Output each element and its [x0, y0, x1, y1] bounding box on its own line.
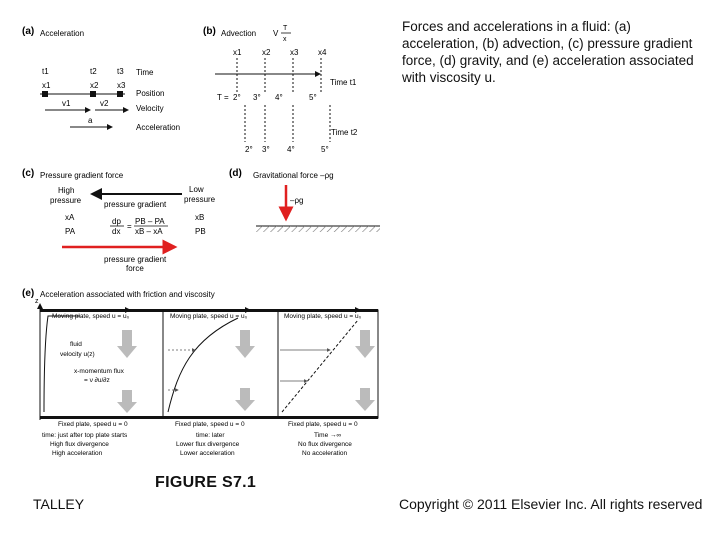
a-x1: x1	[42, 81, 51, 90]
a-v2: v2	[100, 99, 109, 108]
panel-b	[203, 25, 358, 154]
e-desc3-2: No acceleration	[302, 450, 348, 457]
b-temp2-1: 3°	[262, 145, 270, 154]
e-desc2-0: time: later	[196, 432, 225, 439]
c-pB: PB	[195, 227, 206, 236]
b-frac-top: T	[283, 25, 288, 32]
a-time-label: Time	[136, 68, 154, 77]
e-fluid2: velocity u(z)	[60, 351, 95, 358]
e-desc3-0: Time →∞	[314, 432, 342, 439]
panel-a-tag: (a)	[22, 26, 35, 37]
b-t-eq: T =	[217, 93, 229, 102]
e-desc1-2: High acceleration	[52, 450, 103, 457]
b-frac-bot: x	[283, 36, 287, 43]
b-x3: x3	[290, 48, 299, 57]
a-marker-1	[42, 91, 48, 97]
figure-label: FIGURE S7.1	[155, 474, 257, 491]
a-t2: t2	[90, 67, 97, 76]
a-t1: t1	[42, 67, 49, 76]
e-flux2: = ν ∂u/∂z	[84, 377, 110, 384]
a-x3: x3	[117, 81, 126, 90]
panel-a-title: Acceleration	[40, 29, 85, 38]
c-eq-rhs-top: PB – PA	[135, 217, 165, 226]
c-low2: pressure	[184, 195, 216, 204]
c-pA: PA	[65, 227, 76, 236]
panel-c-title: Pressure gradient force	[40, 171, 124, 180]
e-desc2-2: Lower acceleration	[180, 450, 235, 457]
b-x4: x4	[318, 48, 327, 57]
b-temp2-2: 4°	[287, 145, 295, 154]
e-flux-arrow-2a	[235, 346, 255, 358]
e-flux-arrow-2b	[235, 400, 255, 411]
panel-c	[22, 168, 216, 273]
a-marker-2	[90, 91, 96, 97]
c-high2: pressure	[50, 196, 82, 205]
a-acceleration-label: Acceleration	[136, 123, 181, 132]
c-pgf1: pressure gradient	[104, 255, 167, 264]
panel-d-tag: (d)	[229, 168, 242, 179]
c-low1: Low	[189, 185, 204, 194]
panel-c-tag: (c)	[22, 168, 35, 179]
figure-caption: Forces and accelerations in a fluid: (a) acceleration, (b) advection, (c) pressure gradient force, (d) gravity, and (e) acceleration associated with viscosity u.	[402, 19, 694, 85]
e-flux-arrow-1b	[117, 402, 137, 413]
e-profile-3	[282, 320, 358, 412]
panel-e-title: Acceleration associated with friction and viscosity	[40, 290, 215, 299]
d-ground	[256, 226, 380, 232]
e-moving2: Moving plate, speed u = u₀	[170, 313, 248, 320]
e-desc1-1: High flux divergence	[50, 441, 109, 448]
e-box-2	[163, 310, 278, 418]
e-desc1-0: time: just after top plate starts	[42, 432, 128, 439]
a-v1: v1	[62, 99, 71, 108]
b-temp1-1: 3°	[253, 93, 261, 102]
b-temp1-0: 2°	[233, 93, 241, 102]
c-pg-label: pressure gradient	[104, 200, 167, 209]
c-xB: xB	[195, 213, 205, 222]
a-velocity-label: Velocity	[136, 104, 164, 113]
e-flux-arrow-1a	[117, 346, 137, 358]
e-desc2-1: Lower flux divergence	[176, 441, 240, 448]
c-pgf2: force	[126, 264, 144, 273]
panel-b-tag: (b)	[203, 26, 216, 37]
author-label: TALLEY	[33, 496, 85, 512]
panel-e	[22, 288, 378, 457]
panel-a	[22, 26, 180, 132]
a-t3: t3	[117, 67, 124, 76]
e-flux-arrow-3a	[355, 346, 375, 358]
e-z: z	[35, 298, 39, 305]
b-time1: Time t1	[330, 78, 357, 87]
e-fixed2: Fixed plate, speed u = 0	[175, 421, 245, 428]
b-temp1-2: 4°	[275, 93, 283, 102]
panel-e-tag: (e)	[22, 288, 35, 299]
b-temp2-3: 5°	[321, 145, 329, 154]
e-fluid1: fluid	[70, 341, 82, 348]
b-v: V	[273, 29, 279, 38]
b-x2: x2	[262, 48, 271, 57]
b-time2: Time t2	[331, 128, 358, 137]
e-box-1	[40, 310, 163, 418]
b-temp1-3: 5°	[309, 93, 317, 102]
a-a: a	[88, 116, 93, 125]
svg-text:=: =	[127, 222, 132, 231]
b-x1: x1	[233, 48, 242, 57]
e-fixed3: Fixed plate, speed u = 0	[288, 421, 358, 428]
c-eq-rhs-bot: xB – xA	[135, 227, 163, 236]
c-eq-lhs-top: dp	[112, 217, 121, 226]
a-x2: x2	[90, 81, 99, 90]
e-desc3-1: No flux divergence	[298, 441, 352, 448]
e-fixed1: Fixed plate, speed u = 0	[58, 421, 128, 428]
c-xA: xA	[65, 213, 75, 222]
a-marker-3	[117, 91, 123, 97]
e-profile-1	[44, 316, 80, 412]
e-flux-arrow-3b	[355, 400, 375, 411]
c-eq-lhs-bot: dx	[112, 227, 121, 236]
panel-d-title: Gravitational force –ρg	[253, 171, 334, 180]
copyright-notice: Copyright © 2011 Elsevier Inc. All rights reserved	[399, 496, 703, 512]
e-moving3: Moving plate, speed u = u₀	[284, 313, 362, 320]
panel-d	[229, 168, 380, 232]
a-position-label: Position	[136, 89, 165, 98]
panel-b-title: Advection	[221, 29, 257, 38]
e-flux1: x-momentum flux	[74, 368, 124, 375]
d-force: –ρg	[290, 196, 304, 205]
forces-diagram	[0, 0, 395, 470]
c-high1: High	[58, 186, 75, 195]
e-moving1: Moving plate, speed u = u₀	[52, 313, 130, 320]
b-temp2-0: 2°	[245, 145, 253, 154]
e-profile-2	[168, 318, 238, 412]
